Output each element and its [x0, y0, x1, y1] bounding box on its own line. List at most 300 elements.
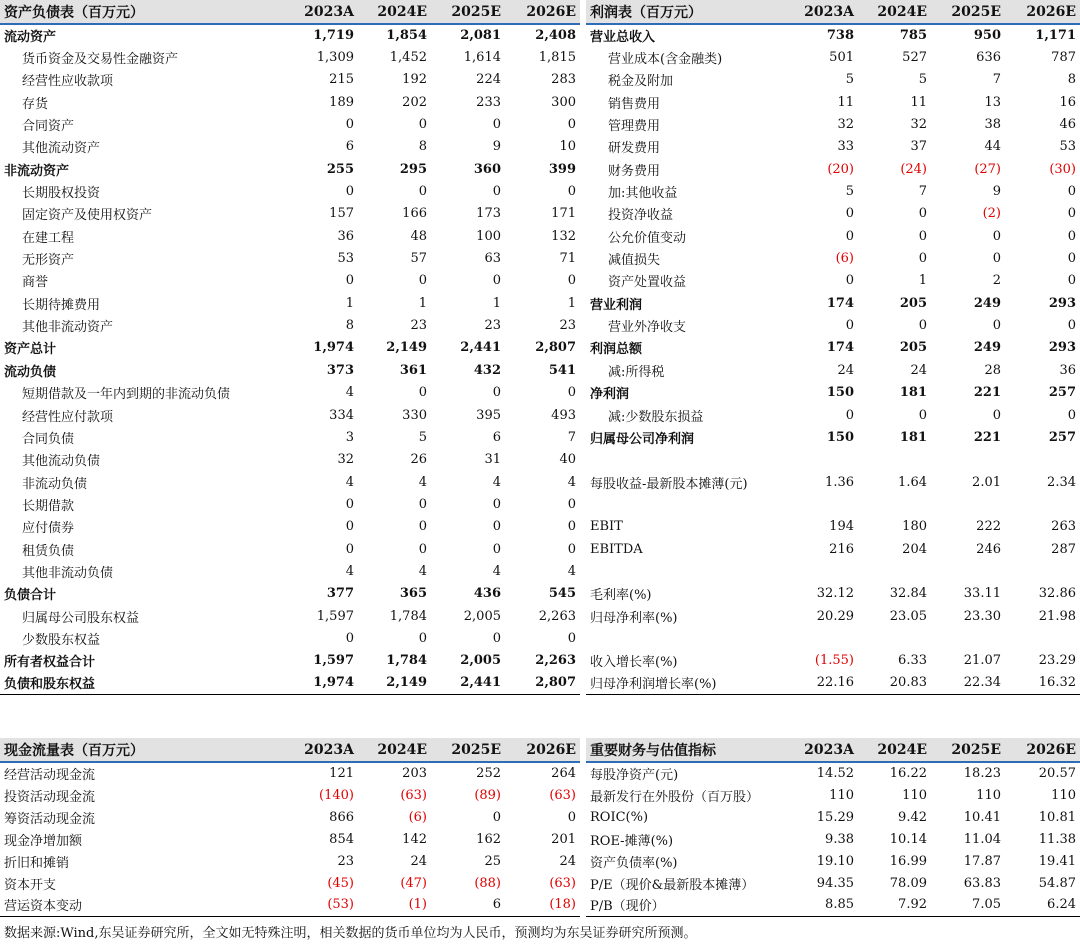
cell-value: 181	[899, 385, 927, 401]
cell-value: 192	[402, 72, 427, 88]
cell-value: 300	[551, 94, 576, 110]
table-row	[0, 337, 580, 359]
cell-value: 866	[329, 809, 354, 825]
cell-value: 53	[337, 251, 354, 267]
column-header: 2023A	[786, 0, 858, 24]
cell-value: 2,807	[535, 340, 576, 356]
cell-value: 7	[567, 429, 576, 445]
table-row	[586, 516, 1080, 538]
column-header: 2026E	[1005, 738, 1080, 762]
row-label: 减:所得税	[608, 364, 665, 380]
cell-value: 110	[1051, 787, 1076, 803]
row-label: 归属母公司股东权益	[22, 610, 140, 626]
table-row	[0, 158, 580, 180]
table-row	[586, 850, 1080, 872]
cell-value	[1005, 493, 1080, 515]
cell-value: 2,005	[463, 608, 501, 624]
cell-value: 221	[973, 385, 1001, 401]
table-header-row	[0, 738, 580, 762]
cell-value: 738	[826, 28, 854, 44]
cell-value: 174	[826, 295, 854, 311]
valuation-metrics-panel	[586, 738, 1080, 917]
cell-value: (24)	[900, 161, 927, 177]
cell-value	[858, 493, 931, 515]
row-label: 管理费用	[608, 119, 661, 135]
cell-value: 7.92	[858, 894, 931, 916]
row-label: 租赁负债	[22, 543, 75, 559]
table-row	[0, 784, 580, 806]
row-label: 所有者权益合计	[4, 655, 96, 671]
cell-value: 36	[337, 228, 354, 244]
row-label: 其他非流动资产	[22, 320, 114, 336]
row-label: 归属母公司净利润	[590, 431, 695, 447]
income-statement-panel	[586, 0, 1080, 695]
cell-value: 9	[492, 139, 501, 155]
cell-value	[786, 449, 858, 471]
cell-value: 0	[492, 809, 501, 825]
table-header-row	[0, 0, 580, 24]
cell-value: 2,408	[535, 28, 576, 44]
table-row	[0, 872, 580, 894]
table-row	[0, 560, 580, 582]
cell-value: 0	[492, 630, 501, 646]
cell-value: 3	[345, 429, 354, 445]
table-row	[586, 449, 1080, 471]
row-label: 非流动资产	[4, 163, 70, 179]
cell-value: 5	[845, 72, 854, 88]
cell-value: 2,263	[535, 653, 576, 669]
cell-value: 1,784	[386, 653, 427, 669]
table-row	[0, 762, 580, 784]
cell-value: 6.33	[898, 653, 927, 669]
cell-value: 361	[399, 362, 427, 378]
cell-value: 2,441	[431, 672, 505, 694]
cell-value: 636	[976, 50, 1001, 66]
row-label: 应付债券	[22, 521, 75, 537]
cell-value: 2,081	[460, 28, 501, 44]
cell-value: 0	[1067, 251, 1076, 267]
table-row	[586, 583, 1080, 605]
cell-value: 0	[918, 318, 927, 334]
cell-value: 0	[1067, 206, 1076, 222]
cell-value: 1,854	[386, 28, 427, 44]
table-row	[586, 91, 1080, 113]
table-row	[586, 762, 1080, 784]
cell-value: 246	[976, 541, 1001, 557]
row-label: 流动资产	[4, 30, 57, 46]
table-row	[586, 872, 1080, 894]
table-row	[586, 605, 1080, 627]
table-row	[586, 203, 1080, 225]
cell-value: 14.52	[816, 766, 854, 781]
row-label: 收入增长率(%)	[590, 655, 678, 671]
cell-value: 1,171	[1035, 28, 1076, 44]
row-label: 销售费用	[608, 96, 661, 112]
cell-value: 263	[1051, 519, 1076, 535]
cell-value: 252	[476, 766, 501, 781]
cell-value: 7.05	[931, 894, 1005, 916]
cell-value: 395	[476, 407, 501, 423]
column-header: 2023A	[286, 0, 358, 24]
cell-value: 205	[899, 340, 927, 356]
column-header: 2025E	[431, 738, 505, 762]
cell-value: 0	[418, 519, 427, 535]
table-row	[0, 203, 580, 225]
cell-value	[858, 449, 931, 471]
cell-value: (1.55)	[814, 653, 854, 669]
cell-value: (27)	[974, 161, 1001, 177]
cell-value	[786, 493, 858, 515]
cell-value: 110	[976, 787, 1001, 803]
cell-value: (53)	[286, 894, 358, 916]
cell-value: 1	[345, 295, 354, 311]
row-label: 营业利润	[590, 297, 643, 313]
row-label: 减:少数股东损益	[608, 409, 704, 425]
table-row	[586, 225, 1080, 247]
cell-value: 295	[399, 161, 427, 177]
cell-value	[931, 627, 1005, 649]
cell-value: (30)	[1049, 161, 1076, 177]
cell-value: 24	[410, 853, 427, 869]
row-label: 经营活动现金流	[4, 768, 96, 783]
cell-value: 0	[845, 407, 854, 423]
cell-value: 4	[567, 474, 576, 490]
cell-value: 2	[992, 273, 1001, 289]
cell-value: 377	[326, 586, 354, 602]
table-row	[586, 672, 1080, 694]
cell-value: 16.99	[889, 853, 927, 869]
cell-value: 33.11	[963, 586, 1001, 602]
table-row	[0, 650, 580, 672]
row-label: 其他流动资产	[22, 141, 101, 157]
cell-value: 4	[345, 474, 354, 490]
cell-value: 0	[418, 184, 427, 200]
cell-value: 2,149	[386, 340, 427, 356]
table-row	[586, 426, 1080, 448]
cell-value: 142	[402, 831, 427, 847]
table-row	[586, 292, 1080, 314]
cell-value: 20.57	[1038, 766, 1076, 781]
row-label: 其他流动负债	[22, 454, 101, 470]
row-label: 非流动负债	[22, 476, 88, 492]
cell-value: 20.83	[858, 672, 931, 694]
row-label: 净利润	[590, 387, 630, 403]
cell-value: 24	[910, 362, 927, 378]
cell-value: 201	[551, 831, 576, 847]
cell-value: 0	[567, 541, 576, 557]
cell-value: (20)	[827, 161, 854, 177]
cell-value: 157	[329, 206, 354, 222]
cell-value: 334	[329, 407, 354, 423]
table-row	[586, 404, 1080, 426]
cell-value: 44	[984, 139, 1001, 155]
cell-value: 283	[551, 72, 576, 88]
row-label: 资产总计	[4, 342, 57, 358]
cell-value: 6	[345, 139, 354, 155]
cell-value: 171	[551, 206, 576, 222]
column-header: 2026E	[1005, 0, 1080, 24]
table-row	[586, 828, 1080, 850]
cell-value: 24	[559, 853, 576, 869]
table-title: 利润表（百万元）	[586, 0, 786, 24]
cell-value: 162	[476, 831, 501, 847]
cell-value: (6)	[408, 809, 427, 825]
cell-value: 7	[918, 184, 927, 200]
row-label: 营运资本变动	[0, 894, 286, 916]
row-label: 现金净增加额	[4, 833, 83, 849]
row-label: 研发费用	[608, 141, 661, 157]
row-label	[586, 449, 786, 471]
cell-value: 5	[845, 184, 854, 200]
cell-value: 1,719	[313, 28, 354, 44]
cell-value: 1	[418, 295, 427, 311]
cell-value: 6	[431, 894, 505, 916]
row-label: 存货	[22, 96, 49, 112]
table-row	[586, 24, 1080, 46]
cell-value: 0	[345, 519, 354, 535]
cell-value: 38	[984, 117, 1001, 133]
cell-value: 6	[492, 429, 501, 445]
table-row	[586, 806, 1080, 828]
table-row	[0, 69, 580, 91]
table-row	[0, 180, 580, 202]
cell-value: 10.81	[1038, 809, 1076, 825]
cell-value: 0	[918, 251, 927, 267]
row-label: EBITDA	[590, 541, 643, 557]
cell-value: 10	[559, 139, 576, 155]
row-label: ROE-摊薄(%)	[590, 833, 674, 849]
cell-value: 57	[410, 251, 427, 267]
cell-value: 54.87	[1038, 875, 1076, 891]
cell-value: 493	[551, 407, 576, 423]
cell-value: 32.86	[1038, 586, 1076, 602]
cell-value: 1,614	[463, 50, 501, 66]
table-row	[0, 672, 580, 694]
cell-value: 264	[551, 766, 576, 781]
cell-value: 17.87	[963, 853, 1001, 869]
cell-value: 25	[484, 853, 501, 869]
cell-value: 2.01	[972, 474, 1001, 490]
cell-value: 28	[984, 362, 1001, 378]
cell-value: 221	[973, 429, 1001, 445]
column-header: 2025E	[431, 0, 505, 24]
cell-value: (1)	[358, 894, 431, 916]
cell-value: 63.83	[963, 875, 1001, 891]
cell-value: 0	[345, 541, 354, 557]
cell-value: 787	[1051, 50, 1076, 66]
cell-value: 8	[418, 139, 427, 155]
cell-value: 215	[329, 72, 354, 88]
table-row	[0, 404, 580, 426]
cell-value: 150	[826, 385, 854, 401]
cell-value	[858, 627, 931, 649]
row-label: 无形资产	[22, 253, 75, 269]
table-row	[0, 627, 580, 649]
column-header: 2024E	[358, 738, 431, 762]
cell-value: 37	[910, 139, 927, 155]
cell-value: 23	[410, 318, 427, 334]
income-statement-table	[586, 0, 1080, 695]
cell-value: 257	[1048, 429, 1076, 445]
cell-value: 23.29	[1038, 653, 1076, 669]
cell-value: 110	[829, 787, 854, 803]
cell-value: 2,149	[358, 672, 431, 694]
cell-value: (6)	[835, 251, 854, 267]
table-row	[586, 158, 1080, 180]
table-row	[0, 850, 580, 872]
row-label: 归母净利润增长率(%)	[586, 672, 786, 694]
cell-value: 0	[345, 630, 354, 646]
cell-value: 545	[548, 586, 576, 602]
cell-value: 0	[345, 496, 354, 512]
cell-value: 0	[992, 407, 1001, 423]
table-row	[0, 46, 580, 68]
cell-value: 2,005	[460, 653, 501, 669]
cell-value: 0	[418, 385, 427, 401]
cell-value: 0	[845, 273, 854, 289]
row-label: 营业成本(含金融类)	[608, 52, 723, 68]
cell-value: 4	[567, 563, 576, 579]
cell-value: 22.16	[786, 672, 858, 694]
cell-value: 0	[918, 407, 927, 423]
cell-value: 0	[1067, 184, 1076, 200]
table-row	[586, 136, 1080, 158]
cell-value: 6.24	[1005, 894, 1080, 916]
cell-value: 0	[492, 541, 501, 557]
cell-value: 205	[899, 295, 927, 311]
cell-value: 23	[559, 318, 576, 334]
cash-flow-table	[0, 738, 580, 917]
cell-value: 32	[337, 452, 354, 468]
cell-value: 950	[973, 28, 1001, 44]
table-row	[0, 471, 580, 493]
table-row	[586, 784, 1080, 806]
cell-value: 5	[918, 72, 927, 88]
cell-value: 1,974	[286, 672, 358, 694]
cell-value: (47)	[400, 875, 427, 891]
table-row	[586, 627, 1080, 649]
cell-value: 0	[918, 228, 927, 244]
column-header: 2025E	[931, 0, 1005, 24]
cell-value: 2,807	[505, 672, 580, 694]
table-row	[586, 247, 1080, 269]
row-label: 税金及附加	[608, 74, 674, 90]
cell-value: 0	[1067, 318, 1076, 334]
row-label: 毛利率(%)	[590, 588, 652, 604]
row-label: ROIC(%)	[590, 809, 649, 825]
table-row	[0, 426, 580, 448]
cell-value: 22.34	[931, 672, 1005, 694]
cell-value: 0	[845, 206, 854, 222]
cell-value: 23	[337, 853, 354, 869]
table-row	[0, 382, 580, 404]
cell-value: 501	[829, 50, 854, 66]
cell-value: 32	[837, 117, 854, 133]
cell-value: 1,974	[313, 340, 354, 356]
cell-value	[858, 560, 931, 582]
cell-value: 249	[973, 340, 1001, 356]
cell-value: 173	[476, 206, 501, 222]
table-row	[0, 225, 580, 247]
row-label: 营业总收入	[590, 30, 656, 46]
cell-value: 1	[567, 295, 576, 311]
cell-value: 0	[1067, 407, 1076, 423]
cell-value: 36	[1059, 362, 1076, 378]
table-row	[586, 650, 1080, 672]
row-label: 每股净资产(元)	[590, 768, 679, 783]
cell-value: 16	[1059, 94, 1076, 110]
row-label: 财务费用	[608, 163, 661, 179]
cell-value: 15.29	[816, 809, 854, 825]
cell-value: 527	[902, 50, 927, 66]
cell-value: 16.32	[1005, 672, 1080, 694]
table-row	[0, 894, 580, 916]
table-row	[586, 270, 1080, 292]
cell-value	[1005, 560, 1080, 582]
table-row	[586, 560, 1080, 582]
cell-value: 436	[473, 586, 501, 602]
table-row	[586, 894, 1080, 916]
row-label: 短期借款及一年内到期的非流动负债	[22, 387, 231, 403]
cell-value: 10.41	[963, 809, 1001, 825]
row-label: 合同负债	[22, 431, 75, 447]
cell-value: 121	[329, 766, 354, 781]
row-label: 合同资产	[22, 119, 75, 135]
cell-value: 4	[492, 563, 501, 579]
cell-value: 0	[845, 228, 854, 244]
row-label: 经营性应付款项	[22, 409, 114, 425]
table-row	[586, 382, 1080, 404]
row-label: P/E（现价&最新股本摊薄）	[590, 877, 755, 893]
cell-value: 8.85	[786, 894, 858, 916]
column-header: 2024E	[858, 738, 931, 762]
cell-value: 0	[567, 184, 576, 200]
cell-value: 63	[484, 251, 501, 267]
cell-value: 0	[992, 318, 1001, 334]
table-row	[0, 806, 580, 828]
cell-value: (140)	[319, 787, 354, 803]
cell-value: 16.22	[889, 766, 927, 781]
table-row	[586, 359, 1080, 381]
table-row	[0, 359, 580, 381]
table-row	[0, 828, 580, 850]
cell-value: 19.41	[1038, 853, 1076, 869]
cell-value: 110	[902, 787, 927, 803]
cell-value: 0	[567, 630, 576, 646]
row-label: 长期股权投资	[22, 186, 101, 202]
cell-value: 0	[567, 496, 576, 512]
cell-value: 32	[910, 117, 927, 133]
cell-value	[931, 493, 1005, 515]
table-row	[586, 471, 1080, 493]
table-row	[0, 292, 580, 314]
cell-value: 100	[476, 228, 501, 244]
cell-value: 31	[484, 452, 501, 468]
cell-value: 854	[329, 831, 354, 847]
cell-value: 0	[492, 385, 501, 401]
cell-value: 10.14	[889, 831, 927, 847]
cell-value: 18.23	[963, 766, 1001, 781]
column-header: 2023A	[286, 738, 358, 762]
cell-value: 224	[476, 72, 501, 88]
row-label: 长期待摊费用	[22, 297, 101, 313]
cell-value: 0	[918, 206, 927, 222]
row-label: 在建工程	[22, 230, 75, 246]
source-note: 数据来源:Wind,东吴证券研究所，全文如无特殊注明，相关数据的货币单位均为人民币，预测均为东吴证券研究所预测。	[4, 926, 697, 941]
row-label	[586, 627, 786, 649]
cell-value: 293	[1048, 295, 1076, 311]
row-label: 固定资产及使用权资产	[22, 208, 153, 224]
